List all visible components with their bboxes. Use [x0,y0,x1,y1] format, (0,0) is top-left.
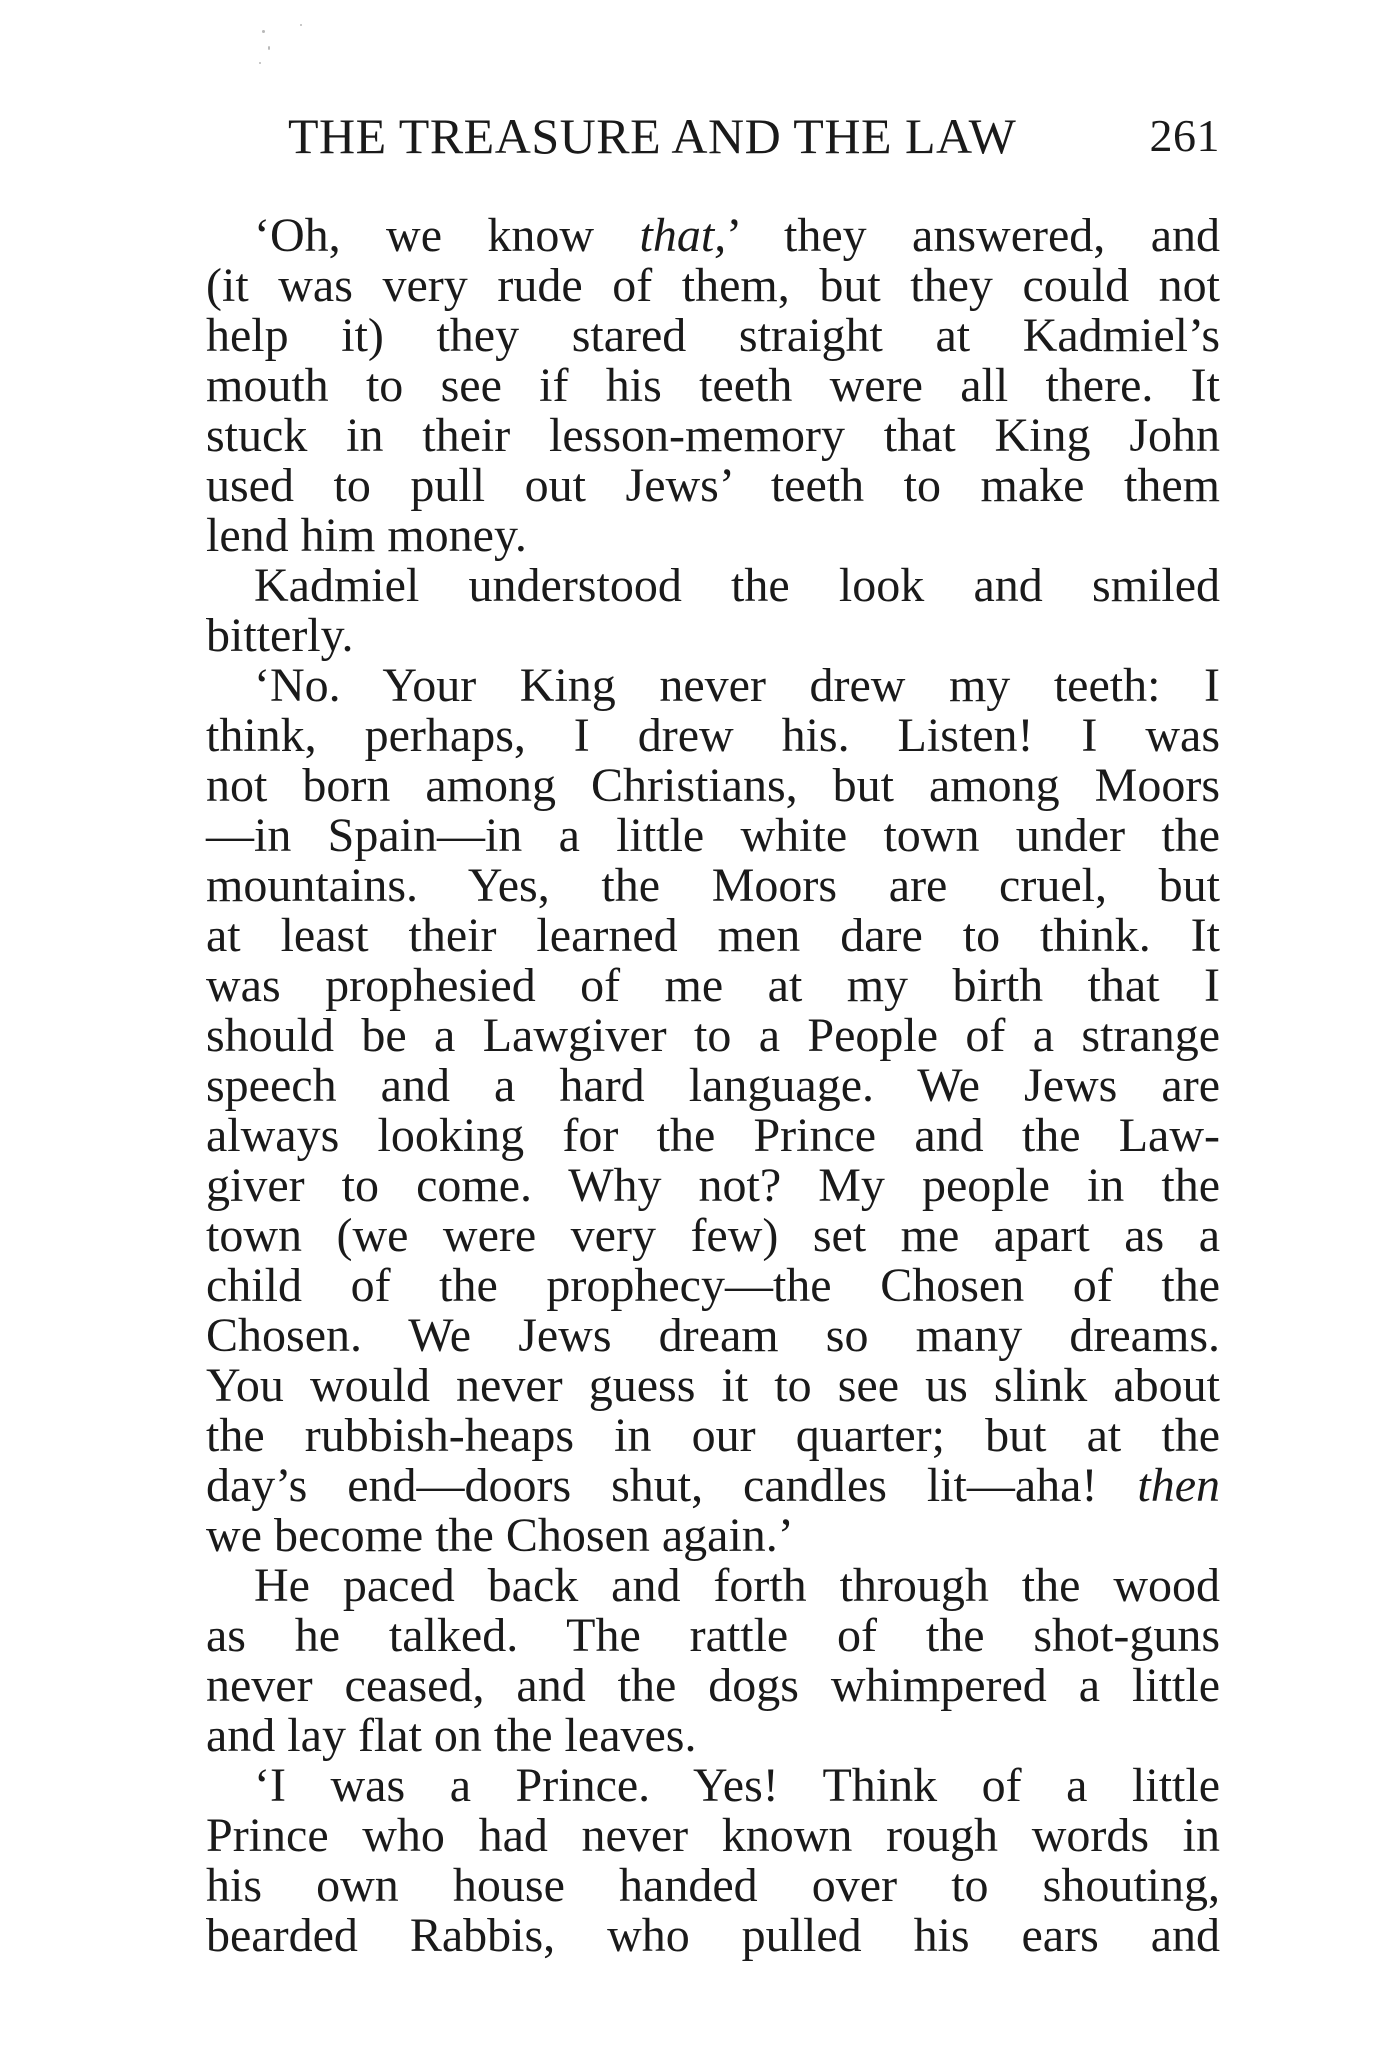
paragraph [206,661,1220,1561]
text-line: bearded Rabbis, who pulled his ears and [206,1909,1220,1962]
paragraph [206,1561,1220,1761]
text-line: stuck in their lesson-memory that King John [206,409,1220,462]
italic-text: then [1137,1459,1220,1512]
text-line: mountains. Yes, the Moors are cruel, but [206,859,1220,912]
text-line: always looking for the Prince and the Law- [206,1109,1220,1162]
text-line: mouth to see if his teeth were all there. It [206,359,1220,412]
text-line: used to pull out Jews’ teeth to make them [206,459,1220,512]
text-line: Kadmiel understood the look and smiled [254,559,1220,612]
text-line: —in Spain—in a little white town under the [206,809,1220,862]
text-line: lend him money. [206,509,527,562]
text-line: speech and a hard language. We Jews are [206,1059,1220,1112]
text-line: child of the prophecy—the Chosen of the [206,1259,1220,1312]
text-line: (it was very rude of them, but they could not [206,259,1220,312]
text-line: the rubbish-heaps in our quarter; but at the [206,1409,1220,1462]
scan-speck [259,62,261,64]
text-line: ‘I was a Prince. Yes! Think of a little [254,1759,1220,1812]
text-line: was prophesied of me at my birth that I [206,959,1220,1012]
running-head [288,108,1220,164]
text-line: ‘Oh, we know that,’ they answered, and [254,209,1220,262]
text-line: giver to come. Why not? My people in the [206,1159,1220,1212]
paragraph [206,211,1220,561]
page-number: 261 [1149,110,1220,161]
text-line: ‘No. Your King never drew my teeth: I [254,659,1220,712]
text-line: his own house handed over to shouting, [206,1859,1220,1912]
text-line: as he talked. The rattle of the shot-guns [206,1609,1220,1662]
text-line: Chosen. We Jews dream so many dreams. [206,1309,1220,1362]
text-line: He paced back and forth through the wood [254,1559,1220,1612]
paragraph [206,561,1220,661]
text-line: help it) they stared straight at Kadmiel’s [206,309,1220,362]
paragraph [206,1761,1220,1961]
scan-speck [268,46,270,50]
text-line: not born among Christians, but among Moors [206,759,1220,812]
text-line: bitterly. [206,609,354,662]
scan-speck [262,30,265,33]
scan-speck [300,24,302,26]
text-line: we become the Chosen again.’ [206,1509,794,1562]
text-line: at least their learned men dare to think. It [206,909,1220,962]
body-text [206,211,1220,1961]
text-line: think, perhaps, I drew his. Listen! I was [206,709,1220,762]
running-head-title: THE TREASURE AND THE LAW [288,108,1017,164]
text-line: never ceased, and the dogs whimpered a little [206,1659,1220,1712]
text-line: You would never guess it to see us slink about [206,1359,1220,1412]
italic-text: that, [639,209,727,262]
text-line: day’s end—doors shut, candles lit—aha! then [206,1459,1220,1512]
text-line: Prince who had never known rough words in [206,1809,1220,1862]
text-line: and lay flat on the leaves. [206,1709,697,1762]
text-line: town (we were very few) set me apart as a [206,1209,1220,1262]
text-line: should be a Lawgiver to a People of a strange [206,1009,1220,1062]
